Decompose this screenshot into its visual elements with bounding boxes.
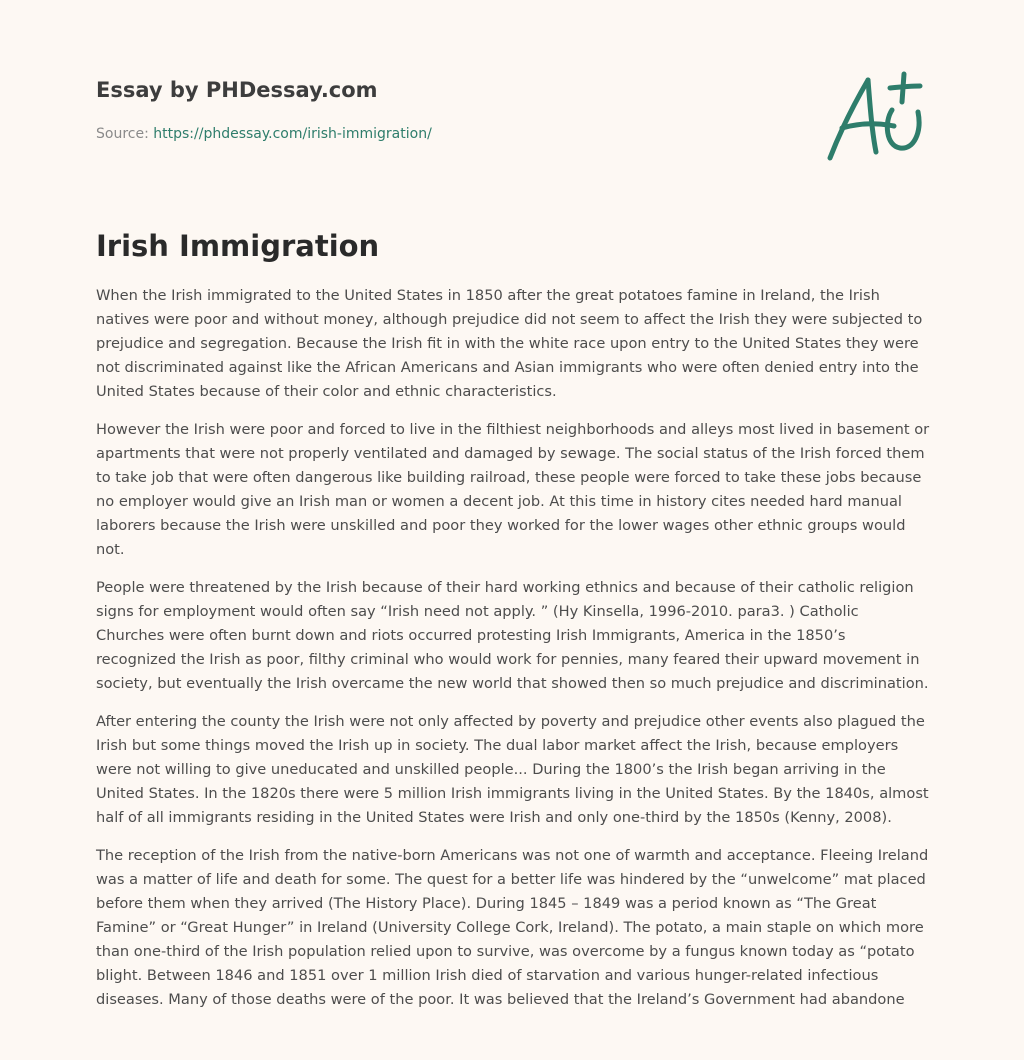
site-title: Essay by PHDessay.com	[96, 78, 378, 102]
a-plus-logo-icon	[820, 66, 930, 166]
source-line	[96, 124, 432, 144]
essay-paragraph: When the Irish immigrated to the United States in 1850 after the great potatoes famine in Ireland, the Irish natives were poor and without money, although prejudice did not seem to affect the Irish they were subjected to prejudice and segregation. Because the Irish fit in with the white race upon entry to the United States they were not discriminated against like the African Americans and Asian immigrants who were often denied entry into the United States because of their color and ethnic characteristics.	[96, 287, 923, 400]
essay-body	[96, 284, 930, 1026]
essay-paragraph: People were threatened by the Irish because of their hard working ethnics and because of their catholic religion signs for employment would often say “Irish need not apply. ” (Hy Kinsella, 1996-2010. para3. ) Catholic Churches were often burnt down and riots occurred protesting Irish Immigrants, America in the 1850’s recognized the Irish as poor, filthy criminal who would work for pennies, many feared their upward movement in society, but eventually the Irish overcame the new world that showed then so much prejudice and discrimination.	[96, 579, 929, 692]
essay-paragraph: After entering the county the Irish were not only affected by poverty and prejudice other events also plagued the Irish but some things moved the Irish up in society. The dual labor market affect the Irish, because employers were not willing to give uneducated and unskilled people... During the 1800’s the Irish began arriving in the United States. In the 1820s there were 5 million Irish immigrants living in the United States. By the 1840s, almost half of all immigrants residing in the United States were Irish and only one-third by the 1850s (Kenny, 2008).	[96, 713, 929, 826]
source-link[interactable]: https://phdessay.com/irish-immigration/	[153, 126, 432, 142]
essay-title: Irish Immigration	[96, 229, 380, 263]
page-header	[96, 76, 432, 144]
essay-paragraph: However the Irish were poor and forced to live in the filthiest neighborhoods and alleys most lived in basement or apartments that were not properly ventilated and damaged by sewage. The social status of the Irish forced them to take job that were often dangerous like building railroad, these people were forced to take these jobs because no employer would give an Irish man or women a decent job. At this time in history cites needed hard manual laborers because the Irish were unskilled and poor they worked for the lower wages other ethnic groups would not.	[96, 421, 930, 558]
source-label: Source:	[96, 126, 149, 142]
essay-paragraph: The reception of the Irish from the native-born Americans was not one of warmth and acceptance. Fleeing Ireland was a matter of life and death for some. The quest for a better life was hindered by the “unwelcome” mat placed before them when they arrived (The History Place). During 1845 – 1849 was a period known as “The Great Famine” or “Great Hunger” in Ireland (University College Cork, Ireland). The potato, a main staple on which more than one-third of the Irish population relied upon to survive, was overcome by a fungus known today as “potato blight. Between 1846 and 1851 over 1 million Irish died of starvation and various hunger-related infectious diseases. Many of those deaths were of the poor. It was believed that the Ireland’s Government had abandone	[96, 847, 929, 1008]
